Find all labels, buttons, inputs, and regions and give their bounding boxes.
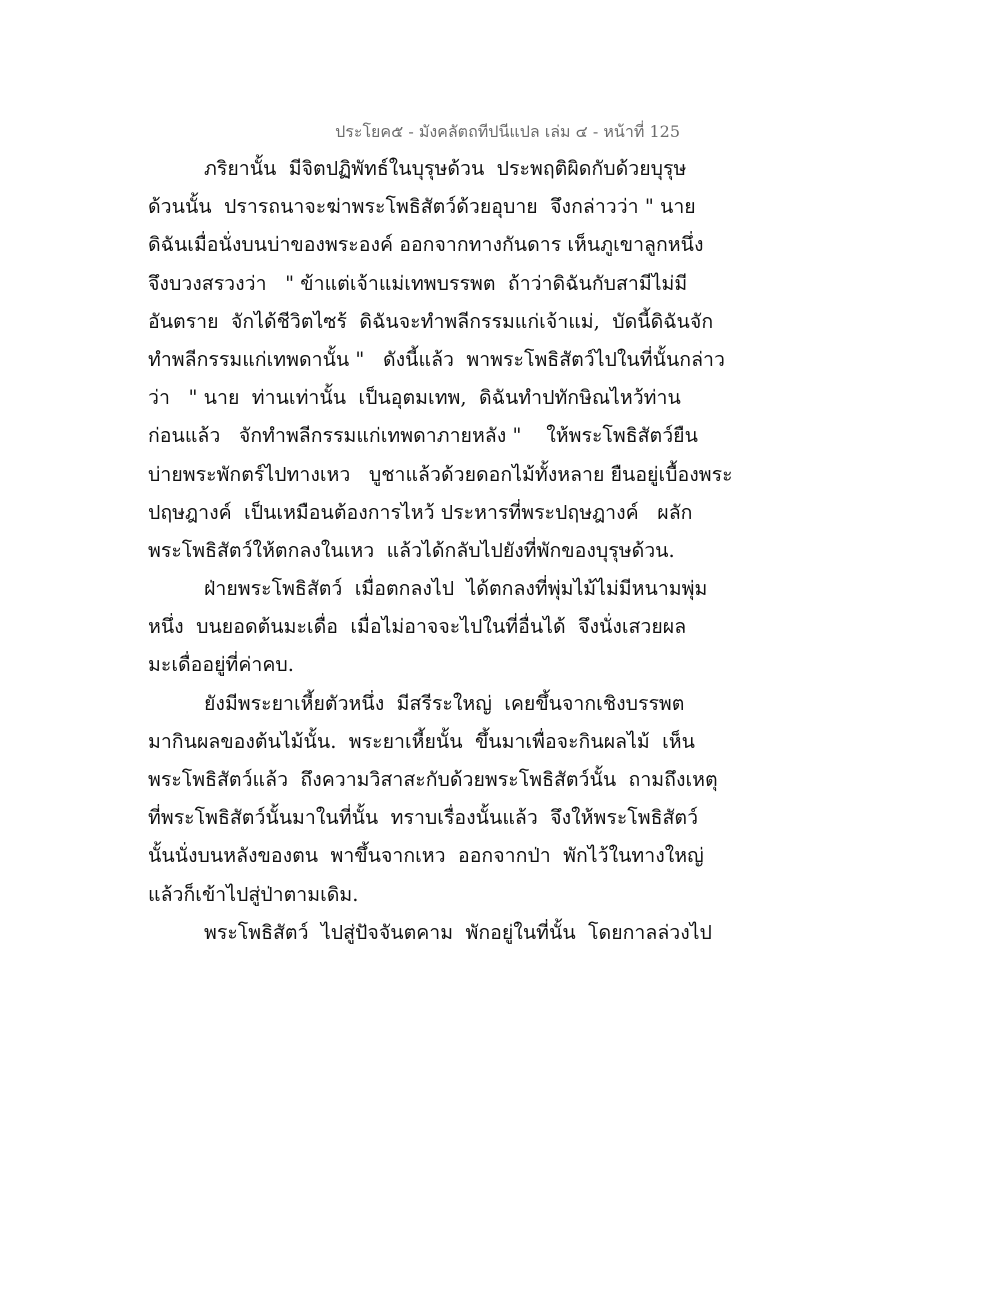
paragraph-2-line-3: มะเดื่ออยู่ที่ค่าคบ.: [148, 653, 294, 677]
paragraph-2-line-2: หนึ่ง บนยอดต้นมะเดื่อ เมื่อไม่อาจจะไปในที่อื่นได้ จึงนั่งเสวยผล: [148, 615, 687, 639]
paragraph-1-line-9: บ่ายพระพักตร์ไปทางเหว บูชาแล้วด้วยดอกไม้ทั้งหลาย ยืนอยู่เบื้องพระ: [148, 462, 733, 486]
paragraph-1-line-3: ดิฉันเมื่อนั่งบนบ่าของพระองค์ ออกจากทางกันดาร เห็นภูเขาลูกหนึ่ง: [148, 233, 704, 257]
running-header: ประโยค๕ - มังคลัตถทีปนีแปล เล่ม ๔ - หน้าที่ 125: [335, 122, 680, 141]
paragraph-1-line-1: ภริยานั้น มีจิตปฏิพัทธ์ในบุรุษด้วน ประพฤติผิดกับด้วยบุรุษ: [204, 157, 687, 180]
paragraph-1-line-11: พระโพธิสัตว์ให้ตกลงในเหว แล้วได้กลับไปยังที่พักของบุรุษด้วน.: [148, 538, 675, 562]
paragraph-3-line-1: ยังมีพระยาเหี้ยตัวหนึ่ง มีสรีระใหญ่ เคยขึ้นจากเชิงบรรพต: [204, 691, 685, 715]
paragraph-1-line-8: ก่อนแล้ว จักทำพลีกรรมแก่เทพดาภายหลัง " ให้พระโพธิสัตว์ยืน: [148, 424, 698, 448]
paragraph-3-line-3: พระโพธิสัตว์แล้ว ถึงความวิสาสะกับด้วยพระโพธิสัตว์นั้น ถามถึงเหตุ: [148, 768, 718, 791]
paragraph-4-line-1: พระโพธิสัตว์ ไปสู่ปัจจันตคาม พักอยู่ในที่นั้น โดยกาลล่วงไป: [204, 920, 712, 944]
paragraph-1-line-4: จึงบวงสรวงว่า " ข้าแต่เจ้าแม่เทพบรรพต ถ้าว่าดิฉันกับสามีไม่มี: [148, 271, 688, 295]
paragraph-3-line-2: มากินผลของต้นไม้นั้น. พระยาเหี้ยนั้น ขึ้นมาเพื่อจะกินผลไม้ เห็น: [148, 729, 695, 753]
paragraph-1-line-7: ว่า " นาย ท่านเท่านั้น เป็นอุตมเทพ, ดิฉันทำปทักษิณไหว้ท่าน: [148, 386, 681, 410]
paragraph-1-line-6: ทำพลีกรรมแก่เทพดานั้น " ดังนี้แล้ว พาพระโพธิสัตว์ไปในที่นั้นกล่าว: [148, 347, 725, 371]
paragraph-1-line-2: ด้วนนั้น ปรารถนาจะฆ่าพระโพธิสัตว์ด้วยอุบาย จึงกล่าวว่า " นาย: [148, 195, 696, 219]
paragraph-2-line-1: ฝ่ายพระโพธิสัตว์ เมื่อตกลงไป ได้ตกลงที่พุ่มไม้ไม่มีหนามพุ่ม: [204, 577, 708, 601]
body-text: [148, 150, 733, 952]
paragraph-3-line-5: นั้นนั่งบนหลังของตน พาขึ้นจากเหว ออกจากป่า พักไว้ในทางใหญ่: [148, 844, 704, 868]
paragraph-1-line-10: ปฤษฎางค์ เป็นเหมือนต้องการไหว้ ประหารที่พระปฤษฎางค์ ผลัก: [148, 500, 693, 524]
paragraph-3-line-6: แล้วก็เข้าไปสู่ป่าตามเดิม.: [148, 882, 359, 906]
paragraph-3-line-4: ที่พระโพธิสัตว์นั้นมาในที่นั้น ทราบเรื่องนั้นแล้ว จึงให้พระโพธิสัตว์: [148, 806, 699, 830]
paragraph-1-line-5: อันตราย จักได้ชีวิตไซร้ ดิฉันจะทำพลีกรรมแก่เจ้าแม่, บัดนี้ดิฉันจัก: [148, 309, 714, 333]
